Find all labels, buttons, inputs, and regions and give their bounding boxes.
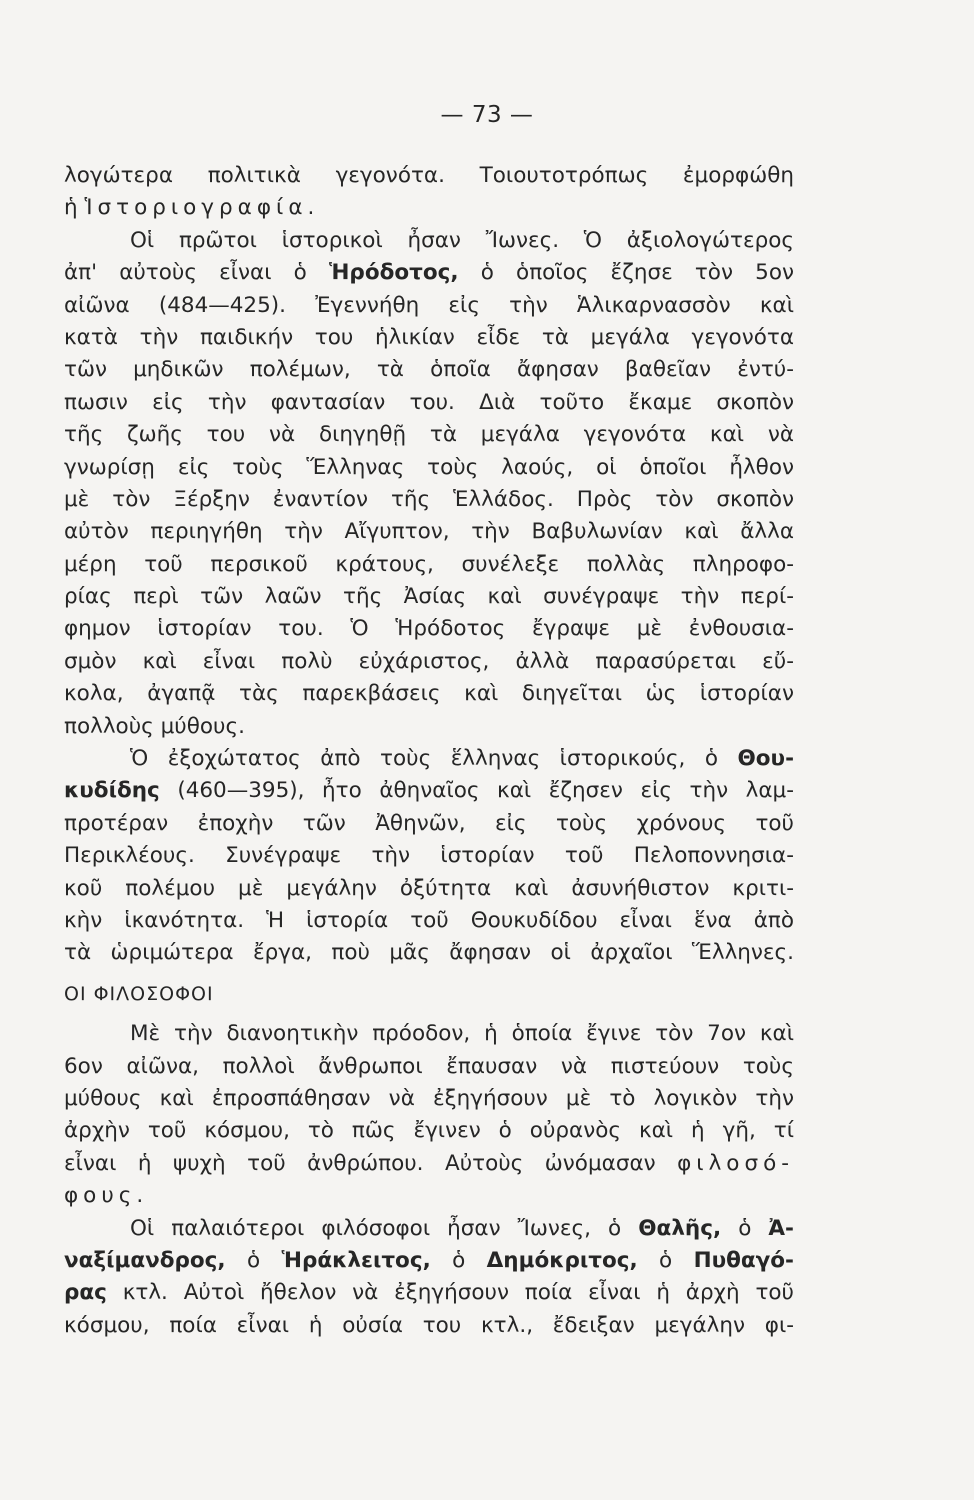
line-text: πολλοὺς μύθους.: [64, 713, 245, 739]
text-line: [64, 1148, 794, 1180]
line-text: Ὁ ἐξοχώτατος ἀπὸ τοὺς ἕλληνας ἱστορικούς, ὁ: [130, 746, 738, 772]
bold-name: Ἡρόδοτος,: [328, 260, 459, 286]
spaced-term: φους.: [64, 1183, 149, 1209]
text-line: [64, 613, 794, 645]
line-text: τῶν μηδικῶν πολέμων, τὰ ὁποῖα ἄφησαν βαθεῖαν ἐντύ-: [64, 357, 794, 383]
line-text: σμὸν καὶ εἶναι πολὺ εὐχάριστος, ἀλλὰ παρασύρεται εὔ-: [64, 648, 794, 674]
line-text: μύθους καὶ ἐπροσπάθησαν νὰ ἐξηγήσουν μὲ τὸ λογικὸν τὴν: [64, 1085, 794, 1111]
bold-name: ναξίμανδρος,: [64, 1247, 226, 1273]
text-line: [64, 840, 794, 872]
bold-name: Ἡράκλειτος,: [281, 1247, 431, 1273]
text-line: [64, 905, 794, 937]
text-line: [64, 354, 794, 386]
text-line: [64, 1083, 794, 1115]
line-text: λογώτερα πολιτικὰ γεγονότα. Τοιουτοτρόπως ἐμορφώθη: [64, 163, 794, 188]
line-text: κοῦ πολέμου μὲ μεγάλην ὀξύτητα καὶ ἀσυνήθιστον κριτι-: [64, 875, 794, 901]
text-line: [64, 873, 794, 905]
text-line: [64, 678, 794, 710]
line-text: κατὰ τὴν παιδικήν του ἡλικίαν εἶδε τὰ μεγάλα γεγονότα: [64, 324, 794, 350]
line-text: μέρη τοῦ περσικοῦ κράτους, συνέλεξε πολλὰς πληροφο-: [64, 551, 794, 577]
text-line: [64, 549, 794, 581]
line-text: ἀπ' αὐτοὺς εἶναι ὁ: [64, 260, 329, 286]
text-line: [64, 516, 794, 548]
text-line: [64, 192, 794, 224]
bold-name: ρας: [64, 1280, 107, 1306]
text-line: [64, 387, 794, 419]
line-text: ὁ: [225, 1247, 282, 1273]
line-text: 6ον αἰῶνα, πολλοὶ ἄνθρωποι ἔπαυσαν νὰ πιστεύουν τοὺς: [64, 1053, 794, 1079]
line-text: Μὲ τὴν διανοητικὴν πρόοδον, ἡ ὁποία ἔγινε τὸν 7ον καὶ: [130, 1021, 794, 1047]
line-text: αὐτὸν περιηγήθη τὴν Αἴγυπτον, τὴν Βαβυλωνίαν καὶ ἄλλα: [64, 519, 794, 545]
line-text: ὁ: [721, 1215, 769, 1241]
line-text: ὁ ὁποῖος ἔζησε τὸν 5ον: [458, 260, 794, 286]
text-line: [64, 1018, 794, 1050]
bold-name: Θου-: [737, 746, 794, 772]
line-text: ρίας περὶ τῶν λαῶν τῆς Ἀσίας καὶ συνέγραψε τὴν περί-: [64, 584, 794, 610]
bold-name: Πυθαγό-: [693, 1247, 794, 1273]
text-line: [64, 1213, 794, 1245]
text-line: [64, 257, 794, 289]
line-text: Οἱ παλαιότεροι φιλόσοφοι ἦσαν Ἴωνες, ὁ: [130, 1215, 639, 1241]
line-text: κολα, ἀγαπᾷ τὰς παρεκβάσεις καὶ διηγεῖται ὡς ἱστορίαν: [64, 681, 794, 707]
line-text: Οἱ πρῶτοι ἱστορικοὶ ἦσαν Ἴωνες. Ὁ ἀξιολογώτερος: [130, 227, 794, 253]
bold-name: Θαλῆς,: [638, 1215, 722, 1241]
text-line: [64, 808, 794, 840]
text-line: [64, 646, 794, 678]
text-line: [64, 225, 794, 257]
line-text: αἰῶνα (484—425). Ἐγεννήθη εἰς τὴν Ἁλικαρνασσὸν καὶ: [64, 292, 794, 318]
line-text: τῆς ζωῆς του νὰ διηγηθῇ τὰ μεγάλα γεγονότα καὶ νὰ: [64, 422, 794, 448]
text-line: [64, 743, 794, 775]
line-text: (460—395), ἦτο ἀθηναῖος καὶ ἔζησεν εἰς τὴν λαμ-: [159, 778, 794, 804]
text-line: [64, 160, 794, 192]
body-text: [64, 160, 794, 1342]
text-line: [64, 1310, 794, 1342]
text-line: [64, 322, 794, 354]
text-line: [64, 711, 794, 743]
text-line: [64, 1180, 794, 1212]
text-line: [64, 452, 794, 484]
text-line: [64, 419, 794, 451]
bold-name: κυδίδης: [64, 778, 160, 804]
text-line: [64, 581, 794, 613]
line-text: Περικλέους. Συνέγραψε τὴν ἱστορίαν τοῦ Πελοποννησια-: [64, 843, 794, 869]
line-text: ἡ: [64, 195, 85, 221]
line-text: γνωρίσῃ εἰς τοὺς Ἕλληνας τοὺς λαούς, οἱ ὁποῖοι ἦλθον: [64, 454, 794, 480]
line-text: κόσμου, ποία εἶναι ἡ οὐσία του κτλ., ἔδειξαν μεγάλην φι-: [64, 1312, 794, 1338]
text-line: [64, 1245, 794, 1277]
text-line: [64, 1115, 794, 1147]
line-text: ὁ: [637, 1247, 694, 1273]
spaced-term: Ἱστοριογραφία.: [84, 195, 320, 221]
line-text: πωσιν εἰς τὴν φαντασίαν του. Διὰ τοῦτο ἔκαμε σκοπὸν: [64, 389, 794, 415]
line-text: κτλ. Αὐτοὶ ἤθελον νὰ ἐξηγήσουν ποία εἶναι ἡ ἀρχὴ τοῦ: [106, 1280, 794, 1306]
line-text: τὰ ὡριμώτερα ἔργα, ποὺ μᾶς ἄφησαν οἱ ἀρχαῖοι Ἕλληνες.: [64, 940, 794, 966]
page-number: — 73 —: [440, 102, 534, 128]
bold-name: Ἀ-: [768, 1215, 794, 1241]
text-line: [64, 290, 794, 322]
spaced-term: φιλοσό-: [677, 1150, 794, 1176]
text-line: [64, 484, 794, 516]
text-line: [64, 1277, 794, 1309]
line-text: εἶναι ἡ ψυχὴ τοῦ ἀνθρώπου. Αὐτοὺς ὠνόμασαν: [64, 1150, 678, 1176]
bold-name: Δημόκριτος,: [486, 1247, 638, 1273]
text-line: [64, 1051, 794, 1083]
line-text: ὁ: [430, 1247, 487, 1273]
line-text: φημον ἱστορίαν του. Ὁ Ἡρόδοτος ἔγραψε μὲ ἐνθουσια-: [64, 616, 794, 642]
line-text: προτέραν ἐποχὴν τῶν Ἀθηνῶν, εἰς τοὺς χρόνους τοῦ: [64, 810, 794, 836]
line-text: κὴν ἱκανότητα. Ἡ ἱστορία τοῦ Θουκυδίδου εἶναι ἕνα ἀπὸ: [64, 907, 794, 933]
section-heading: ΟΙ ΦΙΛΟΣΟΦΟΙ: [64, 982, 214, 1005]
text-line: [64, 775, 794, 807]
line-text: ἀρχὴν τοῦ κόσμου, τὸ πῶς ἔγινεν ὁ οὐρανὸς καὶ ἡ γῆ, τί: [64, 1118, 794, 1144]
text-line: [64, 937, 794, 969]
line-text: μὲ τὸν Ξέρξην ἐναντίον τῆς Ἑλλάδος. Πρὸς τὸν σκοπὸν: [64, 486, 794, 512]
